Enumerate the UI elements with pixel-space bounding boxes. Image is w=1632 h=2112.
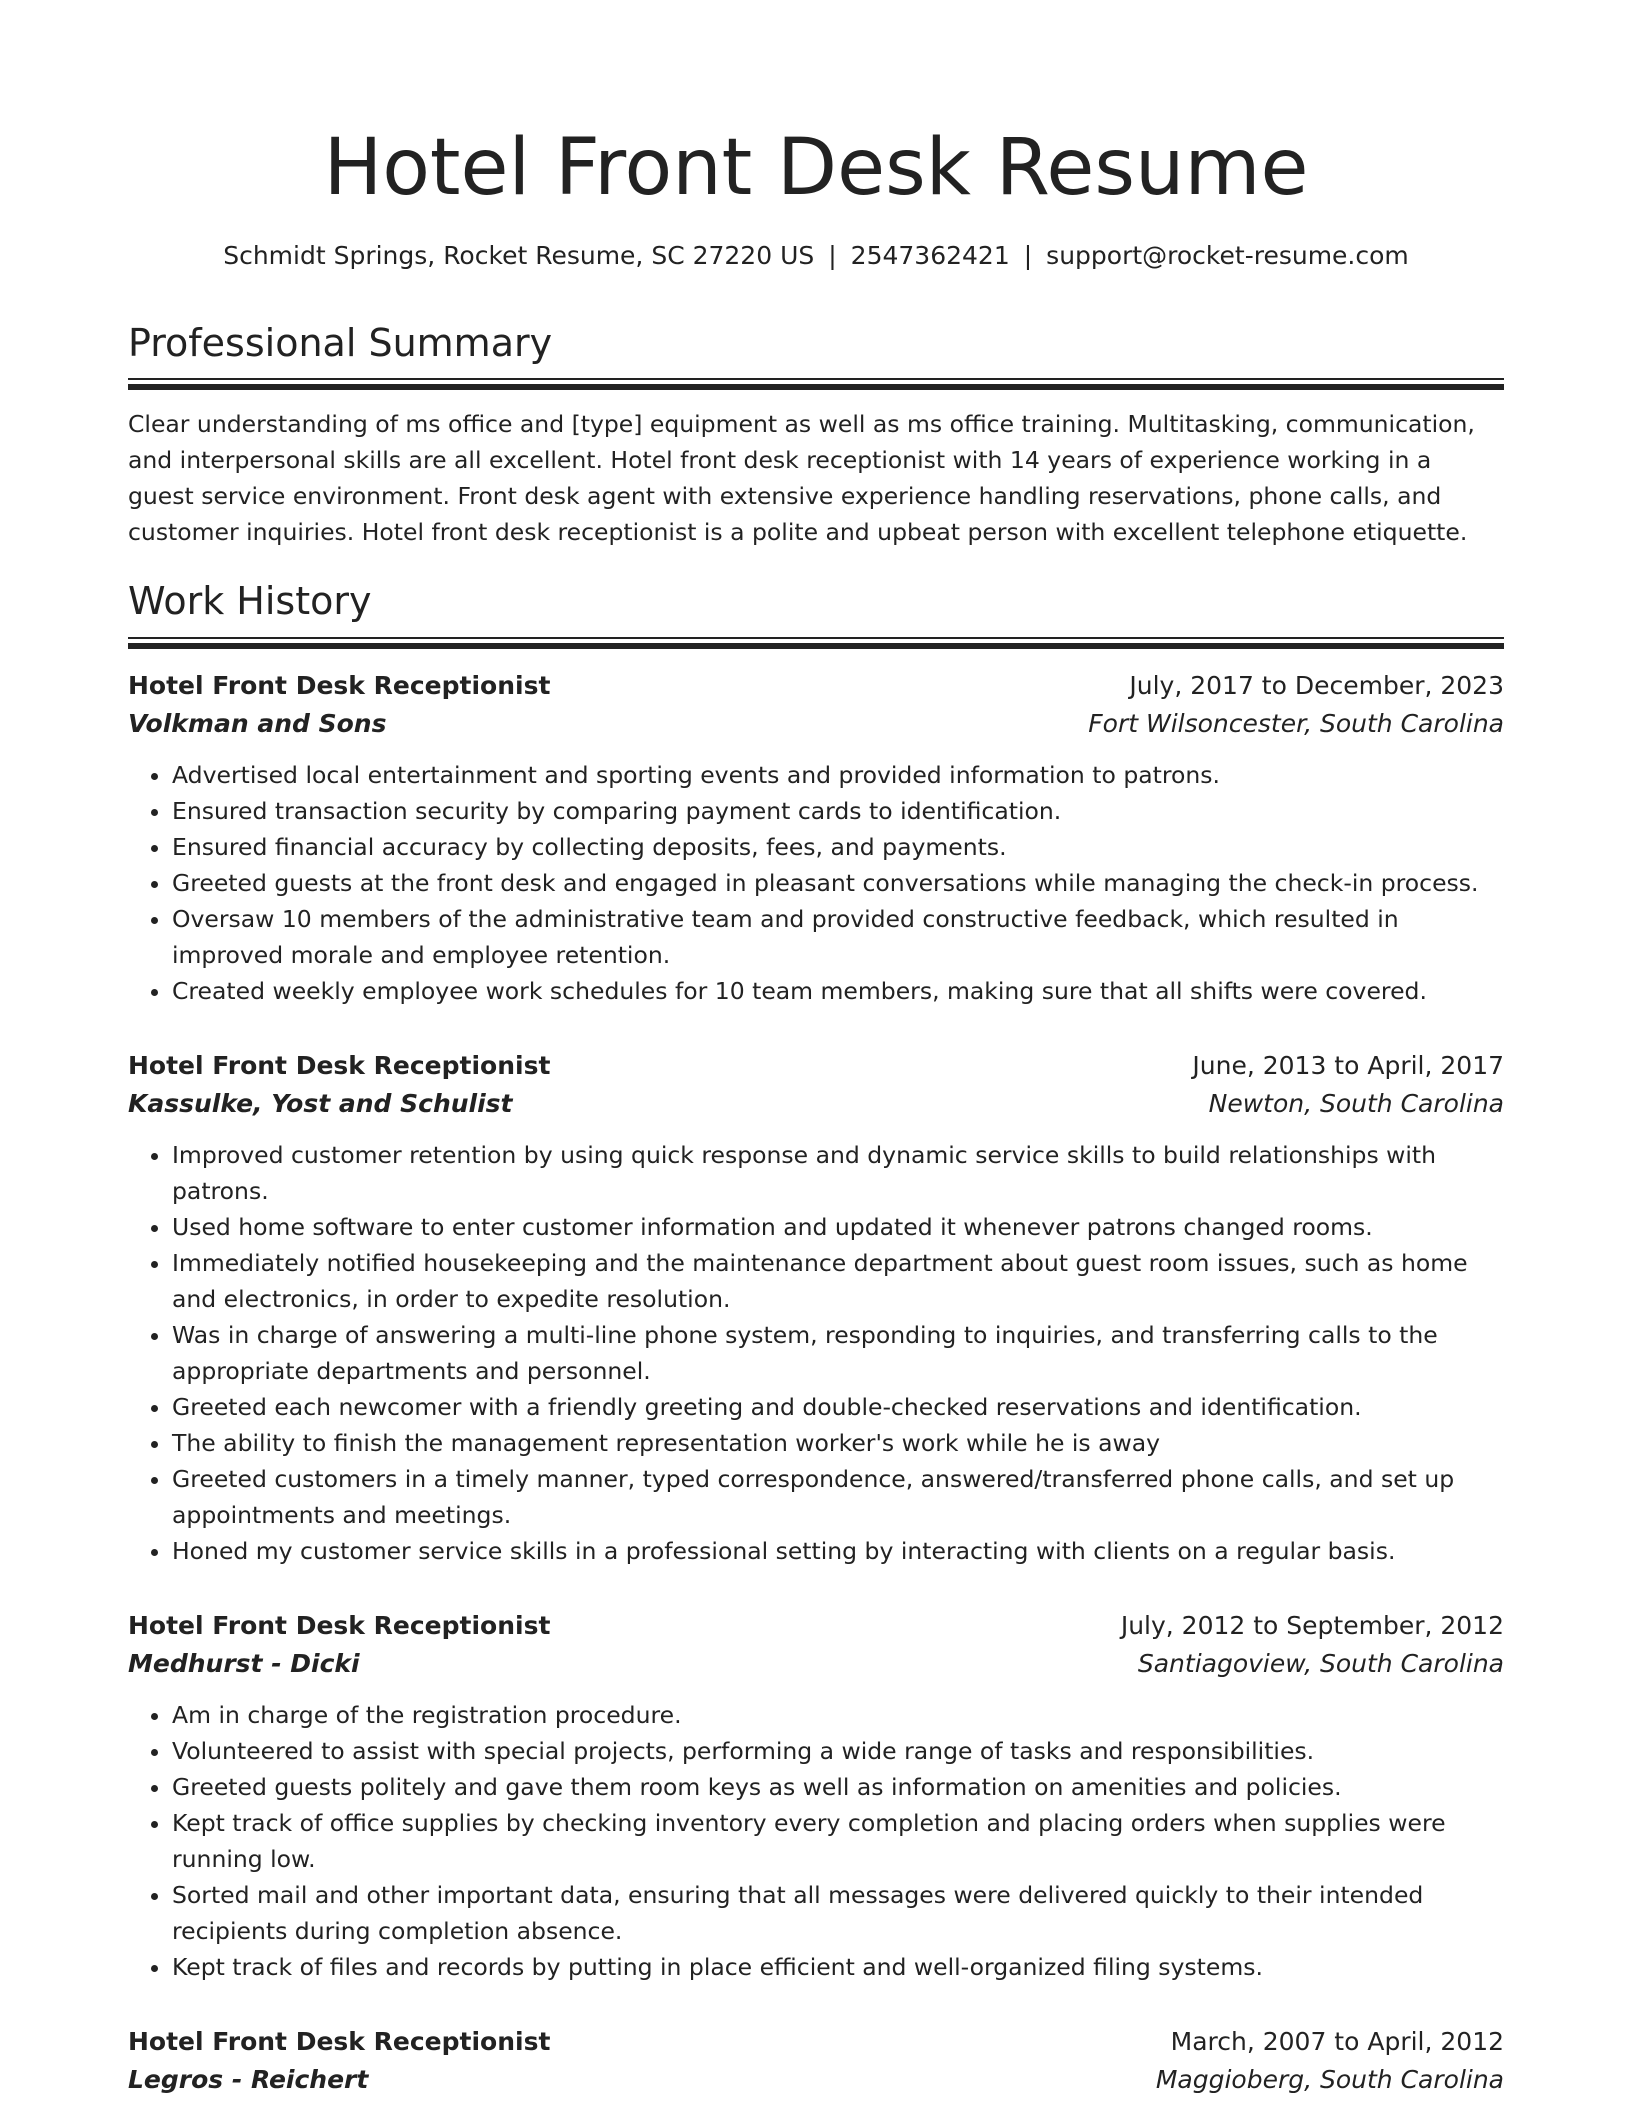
list-item: • Greeted customers in a timely manner, typed correspondence, answered/transferred phone calls, and set up appointments and meetings. [172,1461,1504,1533]
list-item: • Ensured transaction security by comparing payment cards to identification. [172,793,1504,829]
job-dates: July, 2017 to December, 2023 [1129,671,1504,700]
list-item: • Improved customer retention by using quick response and dynamic service skills to build relationships with patrons. [172,1137,1504,1209]
job-company: Legros - Reichert [128,2065,369,2094]
job-bullets [128,1137,1504,1569]
job-bullets [128,1697,1504,1985]
contact-address: Schmidt Springs, Rocket Resume, SC 27220 US [223,241,815,270]
contact-phone: 2547362421 [850,241,1010,270]
list-item: • Advertised local entertainment and sporting events and provided information to patrons. [172,757,1504,793]
contact-email: support@rocket-resume.com [1046,241,1409,270]
list-item: • Kept track of office supplies by checking inventory every completion and placing orders when supplies were running low. [172,1805,1504,1877]
job-entry [128,667,1504,1009]
contact-line [128,236,1504,276]
job-location: Maggioberg, South Carolina [1155,2065,1504,2094]
job-entry [128,1607,1504,1985]
list-item: • Created weekly employee work schedules for 10 team members, making sure that all shifts were covered. [172,973,1504,1009]
job-dates: July, 2012 to September, 2012 [1120,1611,1504,1640]
list-item: • Greeted each newcomer with a friendly greeting and double-checked reservations and identification. [172,1389,1504,1425]
job-bullets [128,757,1504,1009]
contact-separator: | [828,241,837,270]
contact-separator: | [1023,241,1033,270]
job-company: Volkman and Sons [128,709,387,738]
job-title: Hotel Front Desk Receptionist [128,1611,551,1640]
list-item: • Am in charge of the registration procedure. [172,1697,1504,1733]
list-item: • Ensured financial accuracy by collecting deposits, fees, and payments. [172,829,1504,865]
list-item: • Was in charge of answering a multi-line phone system, responding to inquiries, and transferring calls to the appropriate departments and personnel. [172,1317,1504,1389]
job-company: Medhurst - Dicki [128,1649,360,1678]
list-item: • Greeted guests politely and gave them room keys as well as information on amenities and policies. [172,1769,1504,1805]
job-dates: June, 2013 to April, 2017 [1192,1051,1504,1080]
summary-text: Clear understanding of ms office and [type] equipment as well as ms office training. Multitasking, communication, and interpersonal skills are all excellent. Hotel front desk receptionist with 14 years of experience working in a guest service environment. Front desk agent with extensive experience handling reservations, phone calls, and customer inquiries. Hotel front desk receptionist is a polite and upbeat person with excellent telephone etiquette. [128,410,1475,546]
section-divider [128,637,1504,649]
list-item: • Immediately notified housekeeping and the maintenance department about guest room issues, such as home and electronics, in order to expedite resolution. [172,1245,1504,1317]
job-entry [128,2023,1504,2099]
job-dates: March, 2007 to April, 2012 [1170,2027,1504,2056]
section-divider [128,378,1504,390]
list-item: • Oversaw 10 members of the administrative team and provided constructive feedback, which resulted in improved morale and employee retention. [172,901,1504,973]
resume-title: Hotel Front Desk Resume [323,123,1309,213]
job-location: Fort Wilsoncester, South Carolina [1088,709,1504,738]
job-title: Hotel Front Desk Receptionist [128,671,551,700]
list-item: • Volunteered to assist with special projects, performing a wide range of tasks and responsibilities. [172,1733,1504,1769]
list-item: • Greeted guests at the front desk and engaged in pleasant conversations while managing the check-in process. [172,865,1504,901]
list-item: • Sorted mail and other important data, ensuring that all messages were delivered quickly to their intended recipients during completion absence. [172,1877,1504,1949]
list-item: • The ability to finish the management representation worker's work while he is away [172,1425,1504,1461]
job-company: Kassulke, Yost and Schulist [128,1089,513,1118]
job-title: Hotel Front Desk Receptionist [128,2027,551,2056]
list-item: • Kept track of files and records by putting in place efficient and well-organized filing systems. [172,1949,1504,1985]
job-location: Santiagoview, South Carolina [1137,1649,1504,1678]
job-title: Hotel Front Desk Receptionist [128,1051,551,1080]
list-item: • Honed my customer service skills in a professional setting by interacting with clients on a regular basis. [172,1533,1504,1569]
job-location: Newton, South Carolina [1208,1089,1504,1118]
section-heading-work-history: Work History [128,579,372,623]
section-heading-summary: Professional Summary [128,321,553,365]
list-item: • Used home software to enter customer information and updated it whenever patrons changed rooms. [172,1209,1504,1245]
job-entry [128,1047,1504,1569]
